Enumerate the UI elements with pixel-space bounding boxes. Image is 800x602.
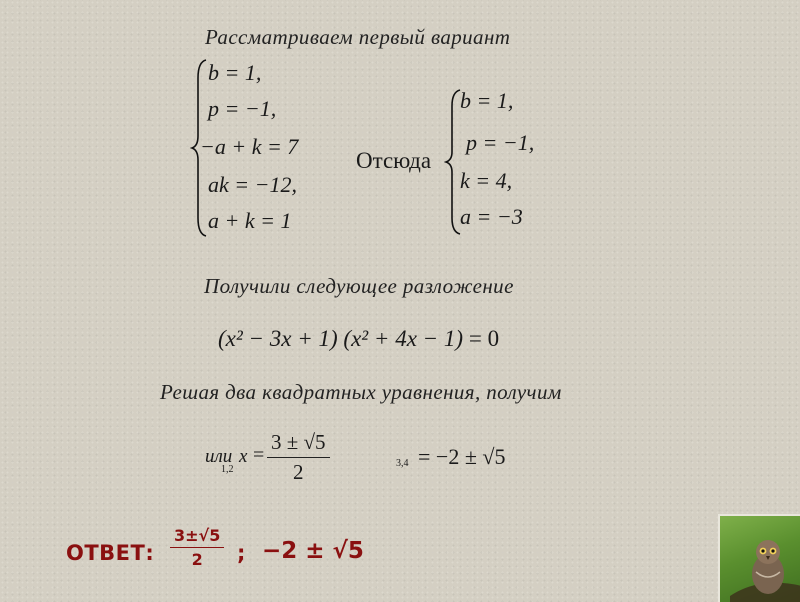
factor-one: (x² − 3x + 1) (218, 326, 338, 351)
equals-zero: = 0 (468, 326, 500, 351)
answer-label: ОТВЕТ: (66, 541, 155, 565)
answer-fraction: $\frac{3\pm√5}{2}$ (170, 526, 224, 569)
heading-solving: Решая два квадратных уравнения, получим (160, 380, 562, 404)
system-left-line: −a + k = 7 (200, 134, 299, 159)
system-left-line: a + k = 1 (208, 208, 292, 233)
heading-first-variant: Рассматриваем первый вариант (205, 25, 511, 49)
owl-icon (720, 516, 800, 602)
owl-image-panel (718, 514, 800, 602)
root-subscript-34: 3,4 (396, 458, 409, 469)
roots-first-pair (205, 430, 345, 490)
system-left-line: p = −1, (208, 96, 277, 121)
system-right-line: b = 1, (460, 88, 514, 113)
answer-second: −2 ± √5 (262, 538, 364, 564)
root-equals: = (253, 444, 265, 466)
system-left-line: ak = −12, (208, 172, 297, 197)
heading-factorization: Получили следующее разложение (204, 274, 514, 298)
system-right-line: p = −1, (466, 130, 535, 155)
root-value-34: = −2 ± √5 (418, 444, 506, 469)
root-subscript-12: 1,2 (221, 464, 234, 475)
system-left (190, 58, 360, 243)
roots-second-pair (396, 442, 536, 478)
overlap-ili-text: или (205, 446, 233, 467)
root-fraction: $\frac{3 \pm √5}{2}$ (267, 430, 330, 485)
label-otsyuda: Отсюда (356, 148, 432, 173)
system-right-line: a = −3 (460, 204, 523, 229)
system-right (444, 88, 564, 238)
system-left-line: b = 1, (208, 60, 262, 85)
factorization-equation (218, 326, 499, 352)
system-right-line: k = 4, (460, 168, 513, 193)
factor-two: (x² + 4x − 1) (343, 326, 464, 351)
root-var: x (239, 446, 248, 467)
answer-separator: ; (237, 541, 246, 565)
